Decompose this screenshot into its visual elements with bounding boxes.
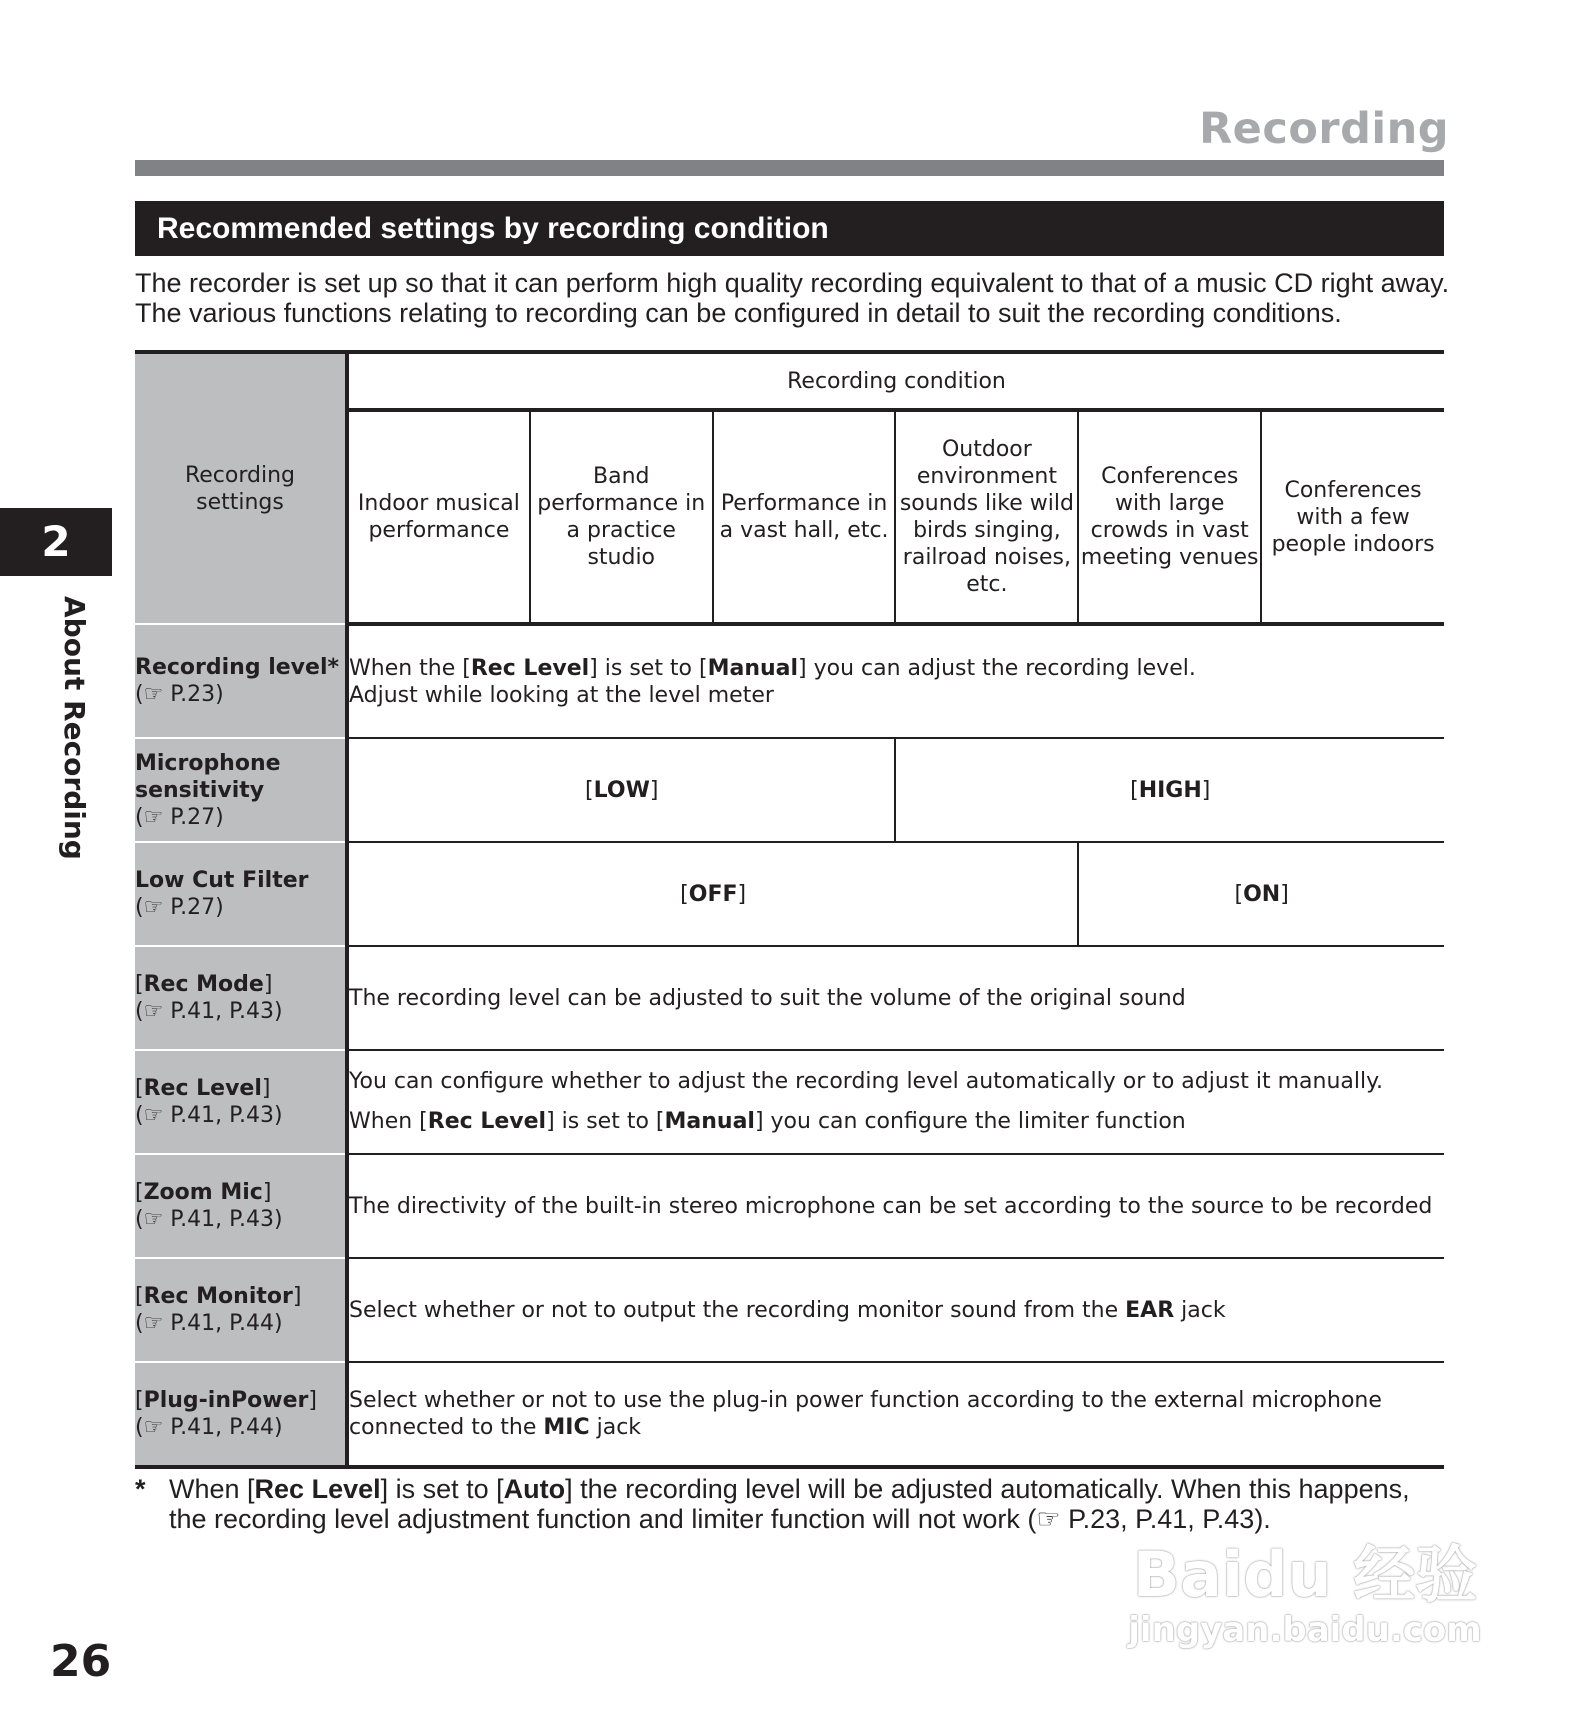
recording-condition-header: Recording condition [347,352,1444,410]
setting-name: Plug-inPower [143,1388,309,1413]
text-line: Select whether or not to use the plug-in power function according to the external microphone [349,1388,1382,1413]
row-label: [Rec Mode] (☞ P.41, P.43) [135,946,347,1050]
table-row [135,1050,1444,1154]
condition-cell: Conferences with large crowds in vast meeting venues [1078,410,1261,624]
row-label: [Plug-inPower] (☞ P.41, P.44) [135,1362,347,1467]
page-reference: (☞ P.27) [135,804,224,830]
text-span: Rec Level [254,1474,381,1504]
page-reference: (☞ P.41, P.43) [135,1103,283,1128]
table-row [135,738,1444,842]
row-label [135,842,347,946]
table-row [135,624,1444,738]
text-span: ] you can configure the limiter function [754,1109,1186,1134]
text-span: EAR [1125,1297,1175,1323]
text-span: LOW [593,777,650,803]
footnote-line: the recording level adjustment function and limiter function will not work (☞ P.23, P.41, P.43). [169,1504,1271,1534]
text-span: When the [ [349,655,471,681]
mic-high-cell: [HIGH] [895,738,1444,842]
page-reference: (☞ P.41, P.44) [135,1415,283,1440]
text-span: ON [1243,881,1281,907]
condition-cell: Band performance in a practice studio [530,410,713,624]
condition-cell: Performance in a vast hall, etc. [713,410,896,624]
setting-name: Rec Mode [143,972,264,997]
text-span: When [ [169,1474,255,1504]
intro-paragraph [135,268,1455,328]
page-reference: (☞ P.41, P.43) [135,999,283,1024]
text-span: Rec Level [427,1109,547,1134]
lowcut-on-cell: [ON] [1078,842,1444,946]
table-row [135,946,1444,1050]
row-label: [Rec Monitor] (☞ P.41, P.44) [135,1258,347,1362]
row-label: [Rec Level] (☞ P.41, P.43) [135,1050,347,1154]
section-title: Recording [1199,104,1449,154]
text-span: ] you can adjust the recording level. [798,655,1196,681]
table-row [135,1258,1444,1362]
page-reference: (☞ P.41, P.43) [135,1207,283,1232]
table-row [135,1362,1444,1467]
setting-name: Low Cut Filter [135,868,309,893]
table-header-row [135,352,1444,410]
setting-name: Rec Monitor [143,1284,293,1309]
text-span: jack [1174,1297,1226,1323]
page-reference: (☞ P.27) [135,895,224,920]
text-span: OFF [688,881,738,907]
watermark-url: jingyan.baidu.com [1128,1610,1482,1650]
setting-name: sensitivity [135,777,265,803]
text-span: When [ [349,1109,428,1134]
row-value [347,624,1444,738]
text-line: Adjust while looking at the level meter [349,682,774,708]
text-span: ] is set to [ [546,1109,665,1134]
setting-name: Microphone [135,750,281,776]
condition-cell: Indoor musical performance [347,410,530,624]
setting-name: Recording level* [135,655,339,680]
table-row [135,842,1444,946]
footnote-marker: * [135,1474,146,1504]
chapter-number-tab: 2 [0,508,112,576]
text-span: MIC [543,1415,590,1440]
footnote [135,1474,1455,1534]
row-value: The directivity of the built-in stereo microphone can be set according to the source to be recorded [347,1154,1444,1258]
row-label: [Zoom Mic] (☞ P.41, P.43) [135,1154,347,1258]
text-span: Manual [707,655,799,681]
row-value [347,1050,1444,1154]
condition-cell: Conferences with a few people indoors [1261,410,1444,624]
text-span: Auto [503,1474,566,1504]
chapter-label: About Recording [58,596,91,860]
recording-settings-header: Recording settings [135,352,347,624]
lowcut-off-cell: [OFF] [347,842,1078,946]
watermark-logo-text: Baidu 经验 [1132,1538,1478,1611]
section-heading: Recommended settings by recording condition [135,201,1444,256]
row-label [135,624,347,738]
text-line: You can configure whether to adjust the recording level automatically or to adjust it manually. [349,1069,1383,1094]
text-span: ] is set to [ [589,655,708,681]
text-span: connected to the [349,1415,544,1440]
page-reference: (☞ P.23) [135,682,224,707]
intro-line: The various functions relating to recording can be configured in detail to suit the recording conditions. [135,298,1342,328]
baidu-watermark [1120,1540,1490,1650]
table-row [135,1154,1444,1258]
intro-line: The recorder is set up so that it can perform high quality recording equivalent to that of a music CD right away. [135,268,1450,298]
page-number: 26 [50,1636,112,1687]
header-rule [135,160,1444,176]
condition-cell: Outdoor environment sounds like wild birds singing, railroad noises, etc. [895,410,1078,624]
setting-name: Rec Level [143,1076,262,1101]
mic-low-cell: [LOW] [347,738,895,842]
text-span: Select whether or not to output the recording monitor sound from the [349,1297,1126,1323]
text-span: ] the recording level will be adjusted automatically. When this happens, [565,1474,1410,1504]
text-span: Rec Level [470,655,590,681]
setting-name: Zoom Mic [143,1180,263,1205]
page-reference: (☞ P.41, P.44) [135,1311,283,1336]
settings-table [135,350,1444,1469]
text-span: jack [589,1415,642,1440]
text-span: HIGH [1138,777,1202,803]
text-span: ] is set to [ [380,1474,504,1504]
row-label [135,738,347,842]
row-value [347,1258,1444,1362]
text-span: Manual [664,1109,755,1134]
row-value [347,1362,1444,1467]
row-value: The recording level can be adjusted to suit the volume of the original sound [347,946,1444,1050]
